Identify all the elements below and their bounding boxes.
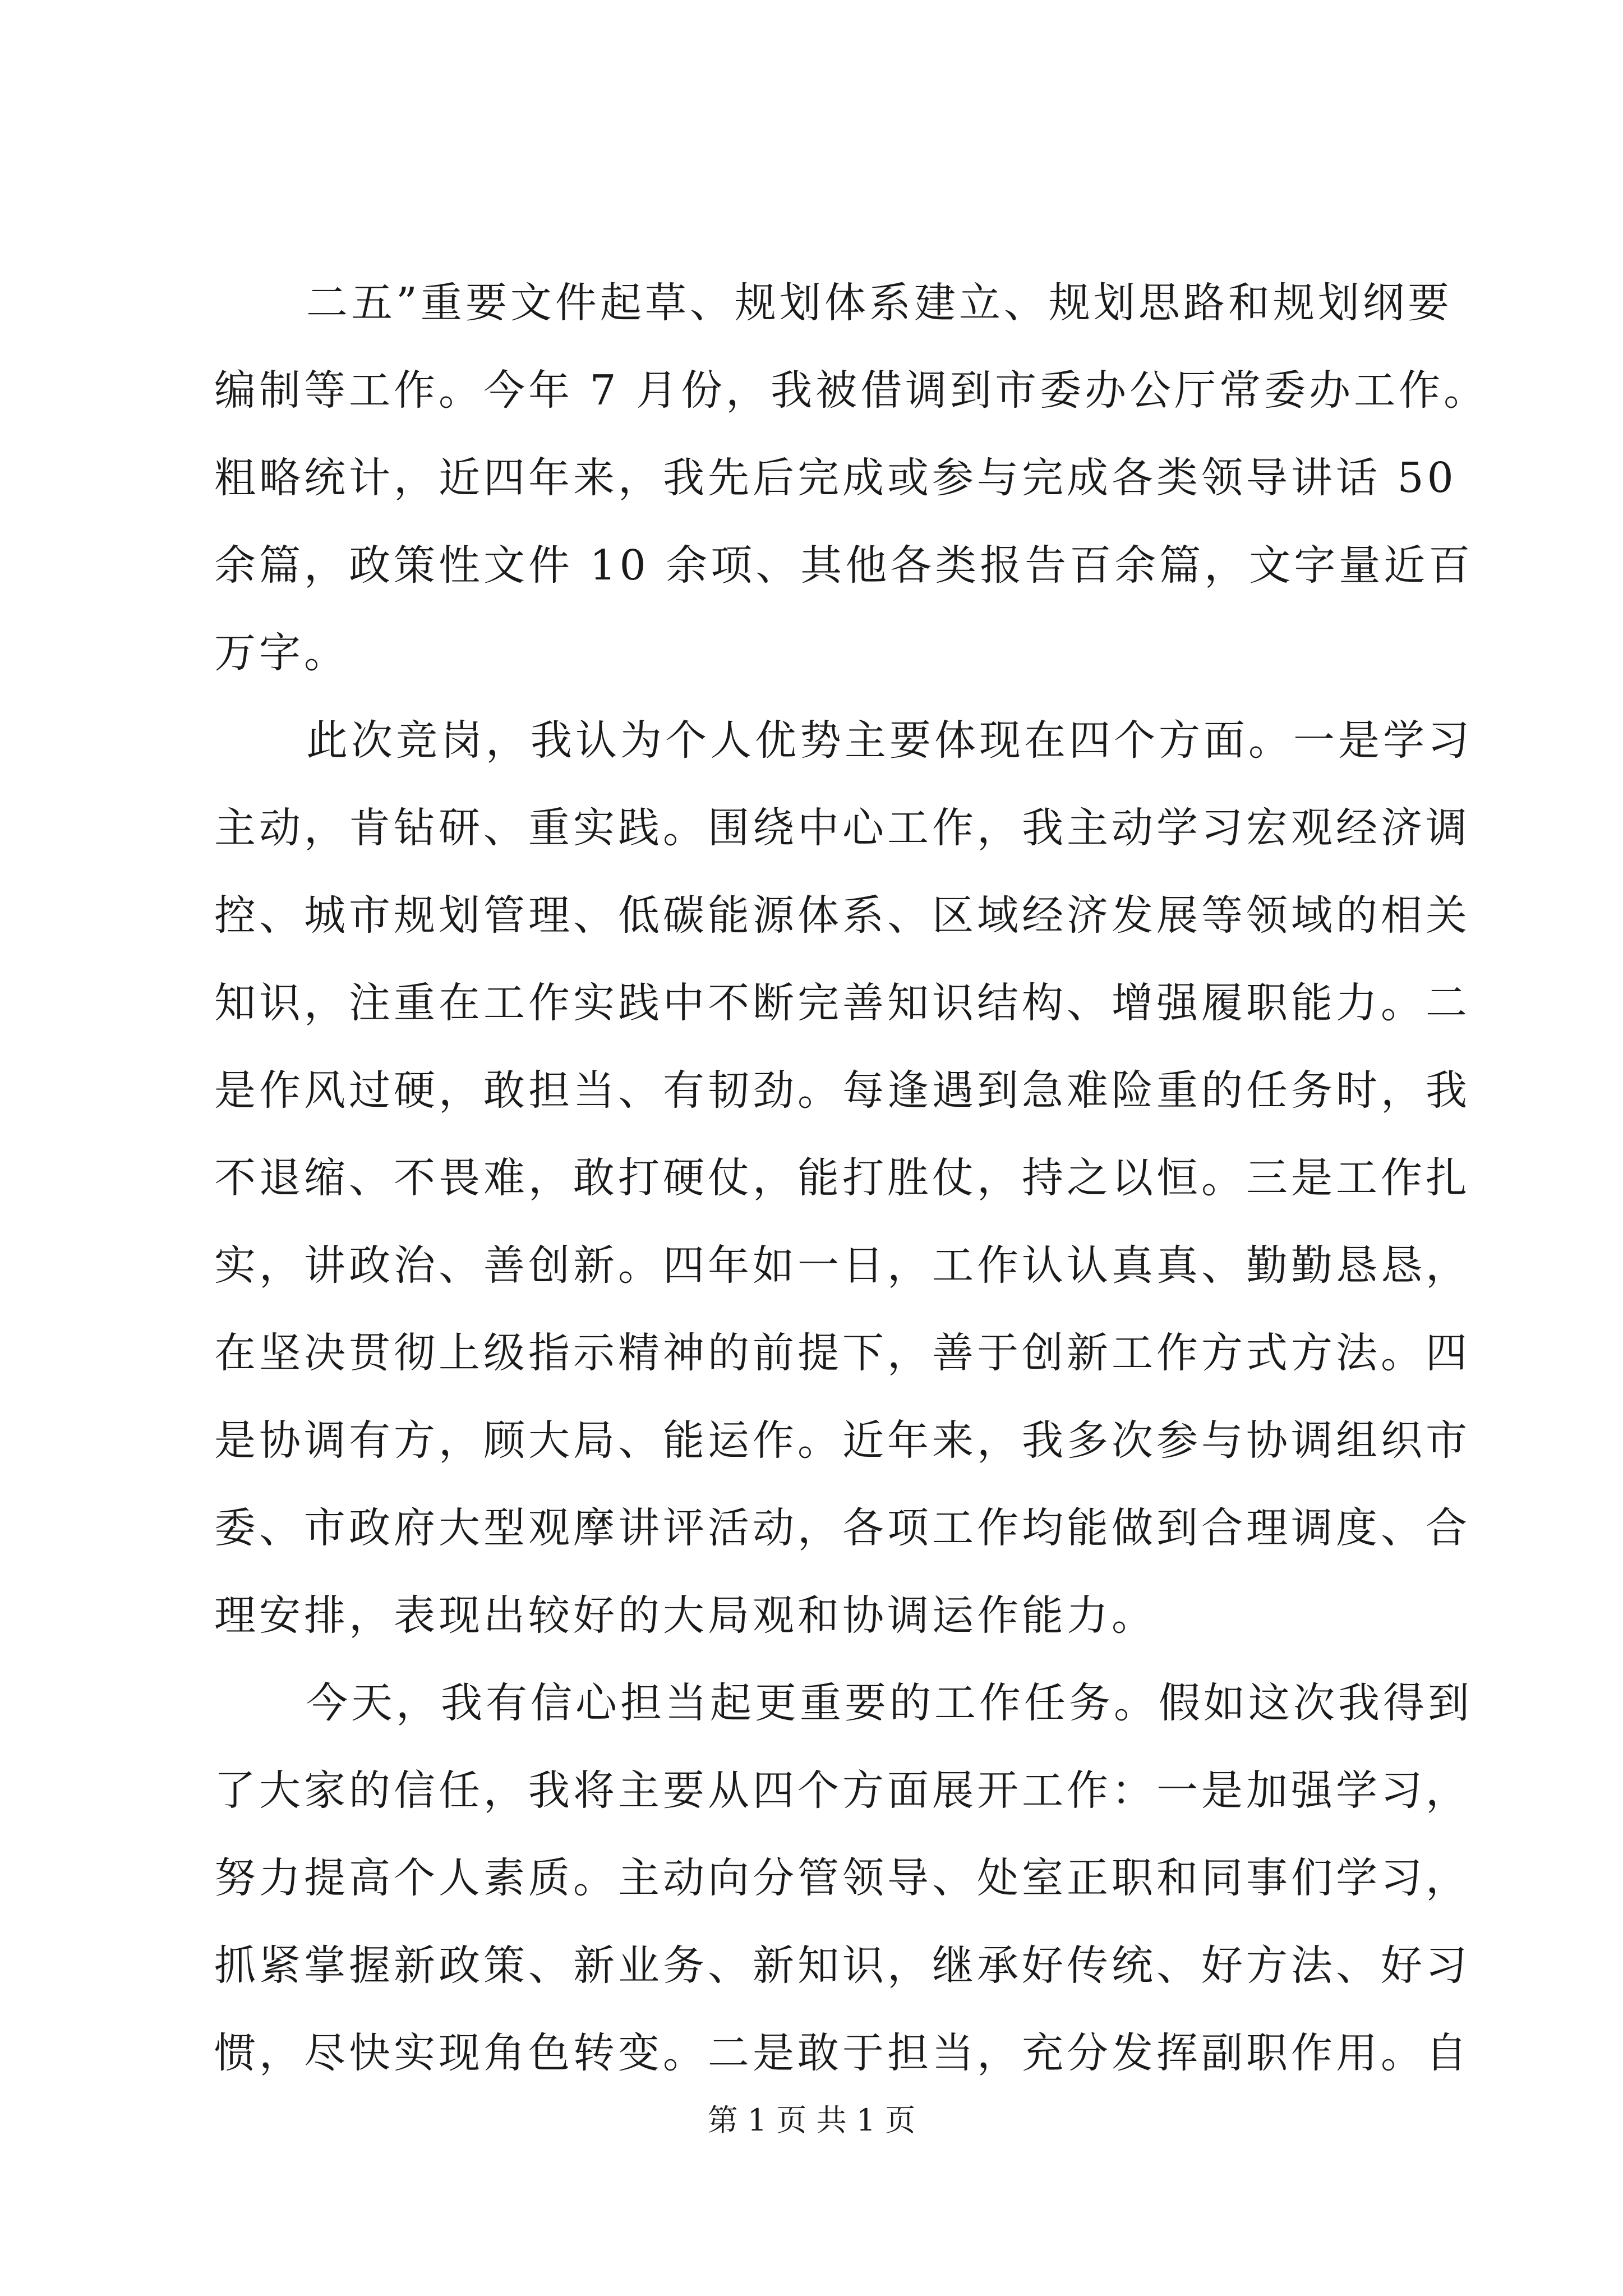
text-line: 是作风过硬，敢担当、有韧劲。每逢遇到急难险重的任务时，我 <box>214 1066 1470 1115</box>
text-line: 是协调有方，顾大局、能运作。近年来，我多次参与协调组织市 <box>214 1416 1470 1465</box>
page-number-footer: 第 1 页 共 1 页 <box>707 2102 916 2138</box>
text-line: 实，讲政治、善创新。四年如一日，工作认认真真、勤勤恳恳， <box>214 1241 1470 1290</box>
text-line: 在坚决贯彻上级指示精神的前提下，善于创新工作方式方法。四 <box>214 1329 1470 1377</box>
text-line: 委、市政府大型观摩讲评活动，各项工作均能做到合理调度、合 <box>214 1504 1470 1552</box>
text-line: 理安排，表现出较好的大局观和协调运作能力。 <box>214 1591 1156 1640</box>
text-line: 二五”重要文件起草、规划体系建立、规划思路和规划纲要 <box>306 279 1453 327</box>
text-line: 不退缩、不畏难，敢打硬仗，能打胜仗，持之以恒。三是工作扎 <box>214 1154 1470 1202</box>
document-body <box>214 259 1489 2097</box>
text-line: 了大家的信任，我将主要从四个方面展开工作：一是加强学习， <box>214 1766 1470 1815</box>
text-line: 余篇，政策性文件 10 余项、其他各类报告百余篇，文字量近百 <box>214 541 1474 590</box>
text-line: 粗略统计，近四年来，我先后完成或参与完成各类领导讲话 50 <box>214 454 1457 502</box>
text-line: 惯，尽快实现角色转变。二是敢于担当，充分发挥副职作用。自 <box>214 2029 1470 2077</box>
text-line: 此次竞岗，我认为个人优势主要体现在四个方面。一是学习 <box>306 716 1473 765</box>
text-line: 抓紧掌握新政策、新业务、新知识，继承好传统、好方法、好习 <box>214 1941 1470 1990</box>
text-line: 万字。 <box>214 629 349 677</box>
text-line: 编制等工作。今年 7 月份，我被借调到市委办公厅常委办工作。 <box>214 366 1489 415</box>
text-line: 知识，注重在工作实践中不断完善知识结构、增强履职能力。二 <box>214 979 1470 1027</box>
text-line: 主动，肯钻研、重实践。围绕中心工作，我主动学习宏观经济调 <box>214 804 1470 852</box>
text-line: 今天，我有信心担当起更重要的工作任务。假如这次我得到 <box>306 1679 1473 1727</box>
text-line: 控、城市规划管理、低碳能源体系、区域经济发展等领域的相关 <box>214 891 1470 940</box>
text-line: 努力提高个人素质。主动向分管领导、处室正职和同事们学习， <box>214 1854 1470 1902</box>
